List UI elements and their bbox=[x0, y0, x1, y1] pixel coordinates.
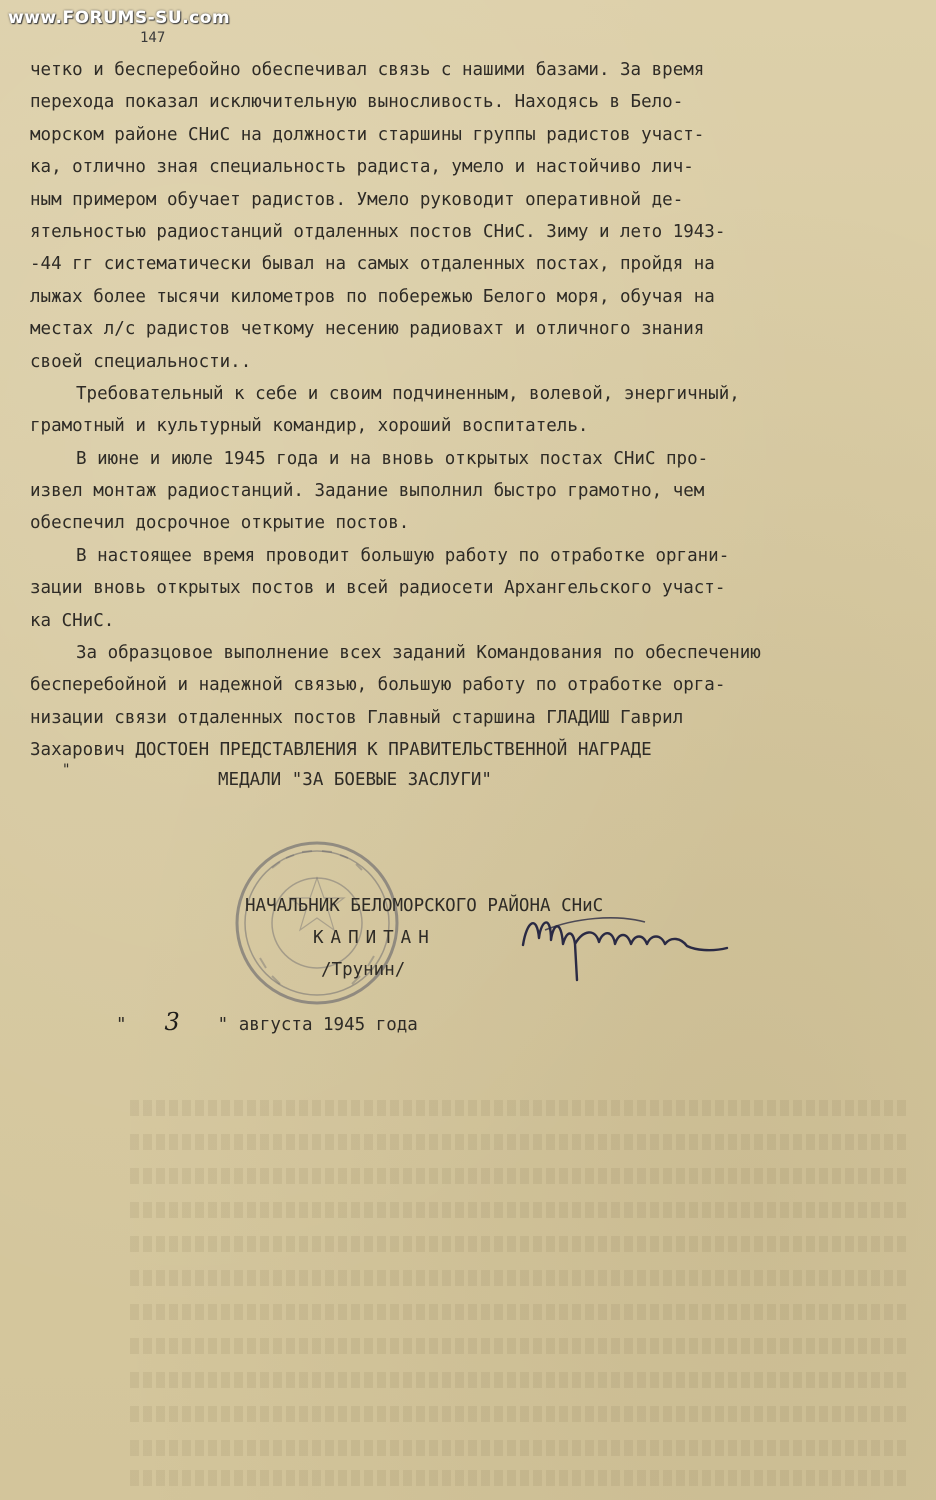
text-line: Требовательный к себе и своим подчиненным, волевой, энергичный, bbox=[76, 383, 740, 404]
date-open-quote: " bbox=[116, 1015, 127, 1035]
bleed-through-line bbox=[130, 1202, 910, 1218]
paragraph-2 bbox=[30, 378, 910, 443]
date-day: 3 bbox=[164, 1008, 180, 1036]
text-line: перехода показал исключительную выносливость. Находясь в Бело- bbox=[30, 92, 684, 113]
paragraph-5 bbox=[30, 637, 910, 767]
paragraph-3 bbox=[30, 443, 910, 540]
text-line: лыжах более тысячи километров по побережью Белого моря, обучая на bbox=[30, 286, 715, 307]
text-line: четко и бесперебойно обеспечивал связь с нашими базами. За время bbox=[30, 60, 705, 80]
signer-name: /Трунин/ bbox=[321, 960, 406, 980]
handwritten-signature bbox=[515, 900, 735, 990]
text-line: местах л/с радистов четкому несению радиовахт и отличного знания bbox=[30, 319, 705, 340]
paragraph-4 bbox=[30, 540, 910, 637]
text-line: бесперебойной и надежной связью, большую работу по отработке орга- bbox=[30, 675, 726, 696]
text-line: ка, отлично зная специальность радиста, умело и настойчиво лич- bbox=[30, 157, 694, 178]
bleed-through-line bbox=[130, 1100, 910, 1116]
text-line: Захарович ДОСТОЕН ПРЕДСТАВЛЕНИЯ К ПРАВИТЕЛЬСТВЕННОЙ НАГРАДЕ bbox=[30, 740, 652, 761]
date-line bbox=[116, 1008, 418, 1036]
corner-mark: 147 bbox=[140, 30, 166, 46]
text-line: низации связи отдаленных постов Главный старшина ГЛАДИШ Гаврил bbox=[30, 707, 684, 728]
text-line: грамотный и культурный командир, хороший воспитатель. bbox=[30, 416, 589, 437]
small-mark: " bbox=[62, 762, 71, 778]
text-line: За образцовое выполнение всех заданий Командования по обеспечению bbox=[76, 643, 761, 664]
paragraph-1 bbox=[30, 54, 910, 378]
bleed-through-line bbox=[130, 1470, 910, 1486]
text-line: своей специальности.. bbox=[30, 351, 252, 372]
text-line: ятельностью радиостанций отдаленных постов СНиС. Зиму и лето 1943- bbox=[30, 221, 726, 242]
text-line: -44 гг систематически бывал на самых отдаленных постах, пройдя на bbox=[30, 254, 715, 275]
text-line: зации вновь открытых постов и всей радиосети Архангельского участ- bbox=[30, 578, 726, 599]
signer-rank: КАПИТАН bbox=[313, 928, 436, 948]
text-line: морском районе СНиС на должности старшины группы радистов участ- bbox=[30, 124, 705, 145]
award-title: МЕДАЛИ "ЗА БОЕВЫЕ ЗАСЛУГИ" bbox=[218, 770, 492, 790]
bleed-through-line bbox=[130, 1134, 910, 1150]
signer-position: НАЧАЛЬНИК БЕЛОМОРСКОГО РАЙОНА СНиС bbox=[245, 896, 604, 916]
bleed-through-line bbox=[130, 1304, 910, 1320]
bleed-through-line bbox=[130, 1440, 910, 1456]
watermark: www.FORUMS-SU.com bbox=[8, 8, 231, 28]
text-line: ка СНиС. bbox=[30, 610, 115, 631]
bleed-through-line bbox=[130, 1168, 910, 1184]
bleed-through-line bbox=[130, 1406, 910, 1422]
bleed-through-line bbox=[130, 1270, 910, 1286]
text-line: В настоящее время проводит большую работу по отработке органи- bbox=[76, 545, 730, 566]
date-close-quote: " bbox=[217, 1015, 229, 1035]
bleed-through-line bbox=[130, 1236, 910, 1252]
text-line: обеспечил досрочное открытие постов. bbox=[30, 513, 410, 534]
document-body bbox=[30, 54, 910, 767]
date-rest: августа 1945 года bbox=[238, 1015, 418, 1035]
bleed-through-line bbox=[130, 1372, 910, 1388]
text-line: извел монтаж радиостанций. Задание выполнил быстро грамотно, чем bbox=[30, 481, 705, 502]
bleed-through-line bbox=[130, 1338, 910, 1354]
text-line: В июне и июле 1945 года и на вновь открытых постах СНиС про- bbox=[76, 448, 709, 469]
text-line: ным примером обучает радистов. Умело руководит оперативной де- bbox=[30, 189, 684, 210]
